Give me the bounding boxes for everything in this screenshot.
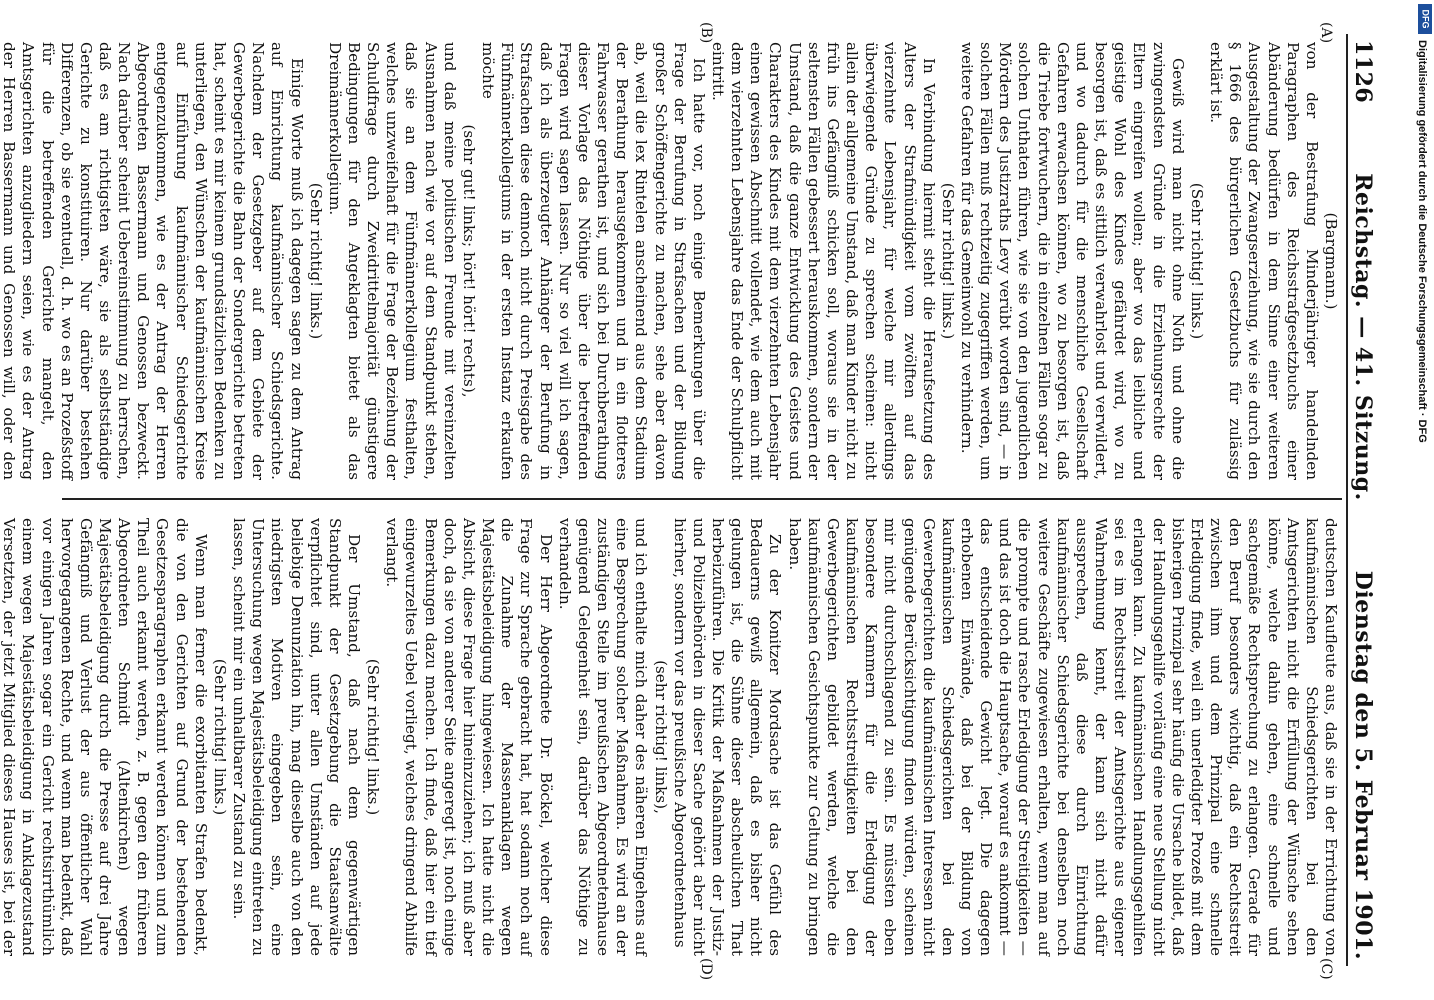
dfg-logo — [1418, 4, 1432, 34]
margin-marker-c: (C) — [1318, 958, 1334, 980]
paragraph: von der Bestrafung Minderjähriger handelnden Paragraphen des Reichsstrafgesetzbuchs einer Abänderung bedürfen in dem Sinne einer weiteren Ausgestaltung der Zwangserziehung, wie sie durch den § 1666 des bürgerlichen Gesetzbuchs für zulässig erklärt ist. — [1207, 42, 1321, 480]
paragraph: und ich enthalte mich daher des näheren Eingehens auf eine Besprechung solcher Maßnahmen. Es wird an der zuständigen Stelle im preußischen Abgeordnetenhause genügend Gelegenheit sein, darüber das Nöthige zu verhandeln. — [555, 518, 651, 956]
margin-marker-d: (D) — [698, 958, 714, 981]
paragraph: In Verbindung hiermit steht die Heraufsetzung des Alters der Strafmündigkeit vom zwölften auf das vierzehnte Lebensjahr, für welche mir allerdings überwiegende Gründe zu sprechen scheinen: nicht allein der allgemeine Umstand, daß man Kinder nicht zu früh ins Gefängniß schicken soll, woraus sie in der seltensten Fällen gebessert herauskommen, sondern der Umstand, daß die ganze Entwicklung des Geistes und Charakters des Kindes mit dem vierzehnten Lebensjahr einen gewissen Abschnitt vollendet, wie dem auch mit dem vierzehnten Lebensjahre das Ende der Schulpflicht eintritt. — [709, 42, 938, 480]
funding-note — [1416, 40, 1432, 960]
paragraph: Zu der Konitzer Mordsache ist das Gefühl des Bedauerns gewiß allgemein, daß es bisher nicht gelungen ist, die Sühne dieser abscheulichen That herbeizuführen. Die Kritik der Maßnahmen der Justiz- und Polizeibehörden in dieser Sache gehört aber nicht hierher, sondern vor das preußische Abgeordnetenhaus — [670, 518, 785, 956]
interjection: (Sehr richtig! links.) — [364, 658, 383, 816]
margin-marker-b: (B) — [698, 22, 714, 44]
interjection: (Sehr richtig! links.) — [210, 658, 229, 816]
left-column — [0, 42, 1340, 480]
session-date: Dienstag den 5. Februar 1901. — [1350, 570, 1376, 960]
rotated-document-page — [0, 20, 1394, 981]
speaker-name: (Bargmann.) — [1322, 212, 1340, 310]
session-title: Reichstag. — 41. Sitzung. — [1350, 173, 1376, 501]
page-header — [1350, 40, 1386, 960]
funding-note-text: Digitalisierung gefördert durch die Deutsche Forschungsgemeinschaft · DFG — [1416, 40, 1428, 443]
right-column — [0, 518, 1340, 956]
column-divider — [62, 498, 1342, 500]
margin-marker-a: (A) — [1318, 22, 1334, 44]
paragraph: Ich hatte vor, noch einige Bemerkungen über die Frage der Berufung in Strafsachen und der Bildung großer Schöffengerichte zu machen, sehe aber davon ab, weil die lex Rintelen anscheinend aus dem Stadium der Berathung herausgekommen und in ein flotteres Fahrwasser gerathen ist, und sich bei Durchberathung dieser Vorlage das Nöthige über die betreffenden Fragen wird sagen lassen. Nur so viel will ich sagen, daß ich als überzeugter Anhänger der Berufung in Strafsachen diese dennoch nicht durch Preisgabe des Fünfmännerkollegiums in der ersten Instanz erkaufen möchte — [479, 42, 708, 480]
header-rule — [1346, 34, 1348, 966]
paragraph: Wenn man ferner die exorbitanten Strafen bedenkt, die von den Gerichten auf Grund der bestehenden Gesetzesparagraphen erkannt werden können und zum Theil auch erkannt werden, z. B. gegen den früheren Abgeordneten Schmidt (Altenkirchen) wegen Majestätsbeleidigung durch die Presse auf drei Jahre Gefängniß und Verlust der aus öffentlicher Wahl hervorgegangenen Rechte, und wenn man bedenkt, daß vor einigen Jahren sogar ein Gericht rechtsirrthümlich einem wegen Majestätsbeleidigung in Anklagezustand Versetzten, der jetzt Mitglied dieses Hauses ist, bei der — [0, 518, 210, 956]
dfg-logo-text: DFG — [1420, 9, 1430, 29]
interjection: (sehr gut! links; hört! hört! rechts), — [459, 124, 478, 398]
page-number: 1126 — [1350, 40, 1376, 104]
paragraph: Einige Worte muß ich dagegen sagen zu dem Antrag auf Einrichtung kaufmännischer Schiedsgerichte. Nachdem der Gesetzgeber auf dem Gebiete der Gewerbegerichte die Bahn der Sondergerichte betreten hat, scheint es mir keinem grundsätzlichen Bedenken zu unterliegen, den Wünschen der kaufmännischen Kreise auf Einführung kaufmännischer Schiedsgerichte entgegenzukommen, wie es der Antrag der Herren Abgeordneten Bassermann und Genossen bezweckt. Nach darüber scheint Uebereinstimmung zu herrschen, daß es am richtigsten wäre, sie als selbstständige Gerichte zu konstituiren. Nur darüber bestehen Differenzen, ob sie eventuell, d. h. wo es an Prozeßstoff für die betreffenden Gerichte mangelt, den Amtsgerichten anzugliedern seien, wie es der Antrag der Herren Bassermann und Genossen will, oder den — [0, 42, 306, 480]
interjection: (Sehr richtig! links.) — [306, 182, 325, 340]
interjection: (Sehr richtig! links.) — [938, 182, 957, 340]
paragraph: Gewiß wird man nicht ohne Noth und ohne die zwingendsten Gründe in die Erziehungsrechte der Eltern eingreifen wollen; aber wo das leibliche und geistige Wohl des Kindes gefährdet wird, wo zu besorgen ist, daß es sittlich verwahrlost und verwildert, und wo dadurch für die menschliche Gesellschaft Gefahren erwachsen können, wo zu besorgen ist, daß die Triebe fortwuchern, die in einzelnen Fällen sogar zu solchen Unthaten führen, wie sie von den jugendlichen Mördern des Justizraths Levy verübt worden sind, — in solchen Fällen muß rechtzeitig zugegriffen werden, um weitere Gefahren für das Gemeinwohl zu verhindern. — [958, 42, 1187, 480]
paragraph: deutschen Kaufleute aus, daß sie in der Errichtung von kaufmännischen Schiedsgerichten bei den Amtsgerichten nicht die Erfüllung der Wünsche sehen könne, welche dahin gehen, eine schnelle und sachgemäße Rechtsprechung zu erlangen. Gerade für den Beruf besonders wichtig, daß ein Rechtsstreit zwischen ihm und dem Prinzipal eine schnelle Erledigung finde, weil ein unerledigter Prozeß mit dem bisherigen Prinzipal sehr häufig die Ursache bildet, daß der Handlungsgehilfe vorläufig eine neue Stellung nicht erlangen kann. Zu kaufmännischen Handlungsgehilfen sei es im Rechtsstreit der Amtsgerichte aus eigener Wahrnehmung kennt, der kann sich nicht dafür aussprechen, daß diese durch Einrichtung kaufmännischer Schiedsgerichte bei denselben noch weitere Geschäfte zugewiesen erhalten, wenn man auf die prompte und rasche Erledigung der Streitigkeiten — und das ist doch die Hauptsache, worauf es ankommt — das entscheidende Gewicht legt. Die dagegen erhobenen Einwände, daß bei der Bildung von kaufmännischen Schiedsgerichten bei den Gewerbegerichten die kaufmännischen Interessen nicht genügende Berücksichtigung finden würden, scheinen mir nicht durchschlagend zu sein. Es müssten eben besondere Kammern für die Erledigung der kaufmännischen Rechtsstreitigkeiten bei den Gewerbegerichten gebildet werden, welche die kaufmännischen Gesichtspunkte zur Geltung zu bringen haben. — [785, 518, 1340, 956]
interjection: (sehr richtig! links), — [651, 660, 670, 814]
paragraph: und daß meine politischen Freunde mit vereinzelten Ausnahmen nach wie vor auf dem Standpunkt stehen, daß sie an dem Fünfmännerkollegium festhalten, welches unzweifelhaft für die Frage der Beziehung der Schuldfrage durch Zweidrittelmajorität günstigere Bedingungen für den Angeklagten bietet als das Dreimännerkollegium. — [325, 42, 459, 480]
interjection: (Sehr richtig! links.) — [1187, 182, 1206, 340]
paragraph: Der Herr Abgeordnete Dr. Böckel, welcher diese Frage zur Sprache gebracht hat, hat sodann noch auf die Zunahme der Massenanklagen wegen Majestätsbeleidigung hingewiesen. Ich hatte nicht die Absicht, diese Frage hier hineinzuziehen; ich muß aber doch, da sie von anderer Seite angeregt ist, noch einige Bemerkungen dazu machen. Ich finde, daß hier ein tief eingewurzeltes Uebel vorliegt, welches dringend Abhilfe verlangt. — [383, 518, 555, 956]
paragraph: Der Umstand, daß nach dem gegenwärtigen Standpunkt der Gesetzgebung die Staatsanwälte verpflichtet sind, unter allen Umständen auf jede beliebige Denunziation hin, mag dieselbe auch von den niedrigsten Motiven eingegeben sein, eine Untersuchung wegen Majestätsbeleidigung eintreten zu lassen, scheint mir ein unhaltbarer Zustand zu sein. — [230, 518, 364, 956]
